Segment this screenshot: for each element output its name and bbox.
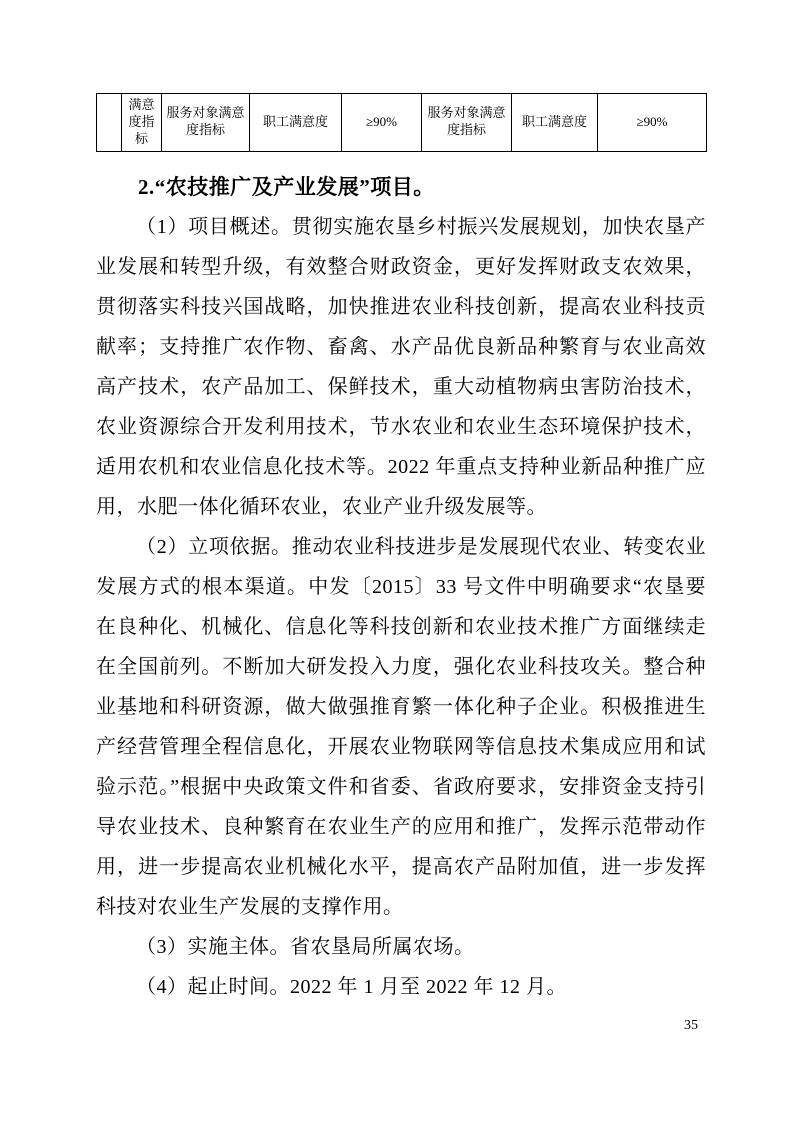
- table-cell-target-value-2: ≥90%: [598, 94, 707, 152]
- table-cell-staff-satisfaction: 职工满意度: [250, 94, 342, 152]
- table-cell-staff-satisfaction-2: 职工满意度: [512, 94, 598, 152]
- table-cell-satisfaction-indicator: 满意度指标: [122, 94, 162, 152]
- page-number: 35: [684, 1018, 698, 1033]
- paragraph-implementing-body: （3）实施主体。省农垦局所属农场。: [136, 935, 475, 958]
- table-cell-target-value-1: ≥90%: [342, 94, 422, 152]
- table-row: [97, 94, 707, 152]
- page-content: [96, 93, 706, 1007]
- table-cell-service-target-satisfaction-2: 服务对象满意度指标: [422, 94, 512, 152]
- paragraph-project-basis: （2）立项依据。推动农业科技进步是发展现代农业、转变农业发展方式的根本渠道。中发〔2015〕33 号文件中明确要求“农垦要在良种化、机械化、信息化等科技创新和农业技术推广方面继续走在全国前列。不断加大研发投入力度，强化农业科技攻关。整合种业基地和科研资源，做大做强推育繁一体化种子企业。积极推进生产经营管理全程信息化，开展农业物联网等信息技术集成应用和试验示范。”根据中央政策文件和省委、省政府要求，安排资金支持引导农业技术、良种繁育在农业生产的应用和推广，发挥示范带动作用，进一步提高农业机械化水平，提高农产品附加值，进一步发挥科技对农业生产发展的支撑作用。: [96, 535, 706, 918]
- table-cell-empty: [97, 94, 122, 152]
- satisfaction-indicator-table: [96, 93, 707, 152]
- paragraph-time-period: （4）起止时间。2022 年 1 月至 2022 年 12 月。: [136, 975, 567, 998]
- section-heading: 2.“农技推广及产业发展”项目。: [138, 174, 435, 199]
- paragraph-project-overview: （1）项目概述。贯彻实施农垦乡村振兴发展规划，加快农垦产业发展和转型升级，有效整合财政资金，更好发挥财政支农效果，贯彻落实科技兴国战略，加快推进农业科技创新，提高农业科技贡献率；支持推广农作物、畜禽、水产品优良新品种繁育与农业高效高产技术，农产品加工、保鲜技术，重大动植物病虫害防治技术，农业资源综合开发利用技术，节水农业和农业生态环境保护技术，适用农机和农业信息化技术等。2022 年重点支持种业新品种推广应用，水肥一体化循环农业，农业产业升级发展等。: [96, 215, 706, 518]
- table-cell-service-target-satisfaction: 服务对象满意度指标: [162, 94, 250, 152]
